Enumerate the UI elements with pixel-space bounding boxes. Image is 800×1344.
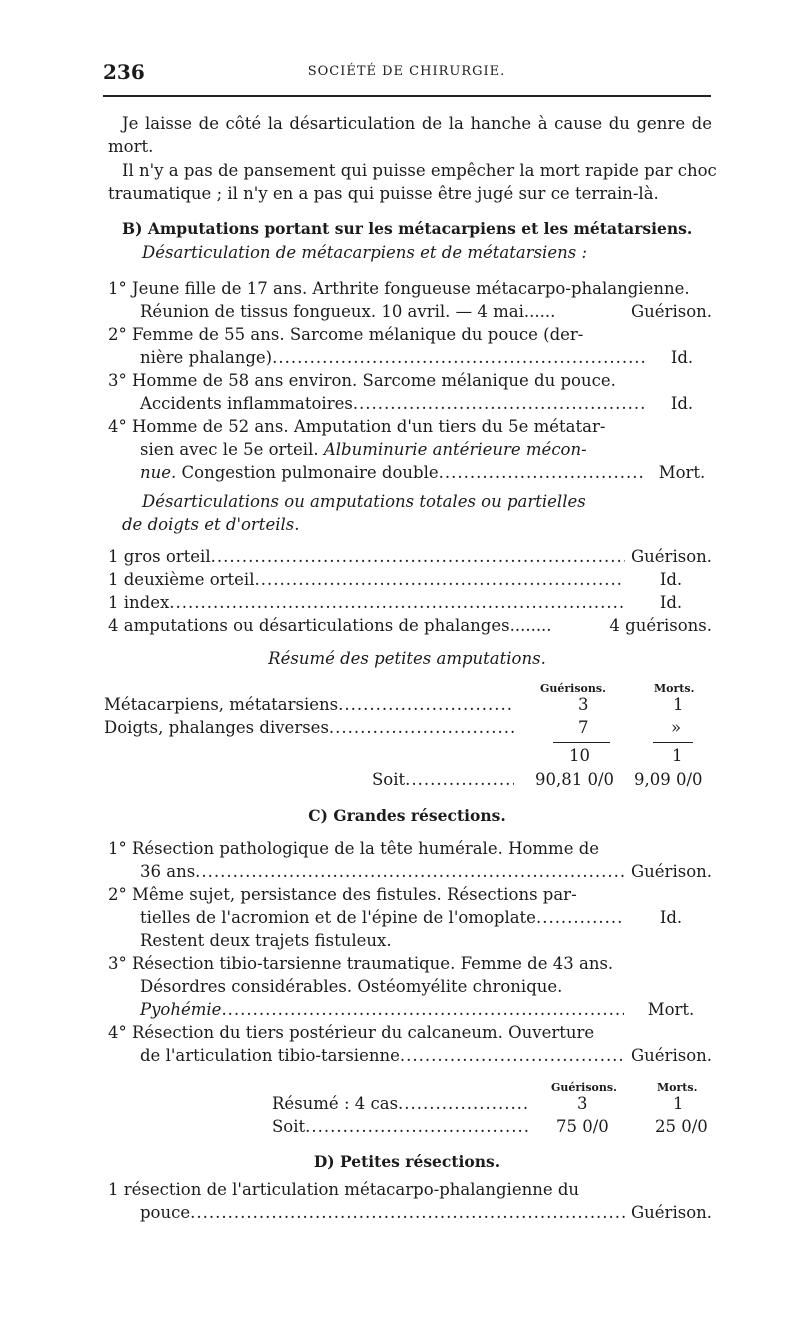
page-number: 236 — [103, 60, 145, 84]
resection-line: 3° Résection tibio-tarsienne traumatique. Femme de 43 ans. — [108, 954, 614, 973]
case-line: 2° Femme de 55 ans. Sarcome mélanique du pouce (der- — [108, 325, 584, 344]
digit-line: 1 gros orteil ..... Guérison. — [108, 546, 712, 568]
section-heading: B) Amputations portant sur les métacarpiens et les métatarsiens. — [122, 219, 693, 238]
resection-line: 1° Résection pathologique de la tête humérale. Homme de — [108, 839, 600, 858]
resection-line: 2° Même sujet, persistance des fistules. Résections par- — [108, 885, 577, 904]
col-header-deaths: Morts. — [654, 682, 695, 695]
case-line: Accidents inflammatoires ..... Id. — [140, 393, 712, 415]
resection-line: tielles de l'acromion et de l'épine de l'omoplate ..... Id. — [140, 907, 712, 929]
resection-line: Pyohémie ..... Mort. — [140, 999, 712, 1021]
table-row: Métacarpiens, métatarsiens ..... — [104, 694, 514, 716]
case-line: nière phalange) ..... Id. — [140, 347, 712, 369]
cell-healed: 3 — [578, 695, 589, 714]
digit-line: 1 deuxième orteil ..... Id. — [108, 569, 712, 591]
intro-line: mort. — [108, 137, 154, 156]
resection-line: de l'articulation tibio-tarsienne ..... Guérison. — [140, 1045, 712, 1067]
resection-line: Restent deux trajets fistuleux. — [140, 931, 392, 950]
resection-line: 1 résection de l'articulation métacarpo-phalangienne du — [108, 1180, 580, 1199]
section-subheading: Désarticulation de métacarpiens et de métatarsiens : — [142, 243, 588, 262]
total-deaths: 1 — [672, 746, 683, 765]
running-title: SOCIÉTÉ DE CHIRURGIE. — [307, 64, 506, 79]
case-line: nue. Congestion pulmonaire double ..... Mort. — [140, 462, 712, 484]
col-header-healed: Guérisons. — [551, 1081, 617, 1094]
resection-line: Désordres considérables. Ostéomyélite chronique. — [140, 977, 563, 996]
case-line: Réunion de tissus fongueux. 10 avril. — 4 mai...... Guérison. — [140, 302, 712, 321]
section-heading: D) Petites résections. — [313, 1152, 501, 1171]
section-heading: C) Grandes résections. — [308, 806, 506, 825]
soit-healed: 90,81 0/0 — [535, 770, 615, 789]
table-row: Résumé : 4 cas ..... — [272, 1093, 528, 1115]
soit-row: Soit ..... — [372, 769, 514, 791]
resection-line: 36 ans ..... Guérison. — [140, 861, 712, 883]
soit-row: Soit ..... — [272, 1116, 528, 1138]
cell-deaths: » — [671, 718, 682, 737]
section-subheading: Désarticulations ou amputations totales ou partielles — [142, 492, 586, 511]
resection-line: pouce ..... Guérison. — [140, 1202, 712, 1224]
section-subheading: de doigts et d'orteils. — [122, 515, 300, 534]
digit-line: 1 index ..... Id. — [108, 592, 712, 614]
case-line: 4° Homme de 52 ans. Amputation d'un tiers du 5e métatar- — [108, 417, 606, 436]
case-line: 3° Homme de 58 ans environ. Sarcome mélanique du pouce. — [108, 371, 616, 390]
table-row: Doigts, phalanges diverses ..... — [104, 717, 514, 739]
soit-deaths: 25 0/0 — [655, 1117, 708, 1136]
summary-title: Résumé des petites amputations. — [268, 649, 546, 668]
cell-deaths: 1 — [673, 695, 684, 714]
resection-line: 4° Résection du tiers postérieur du calcaneum. Ouverture — [108, 1023, 595, 1042]
soit-deaths: 9,09 0/0 — [634, 770, 703, 789]
intro-line: Je laisse de côté la désarticulation de la hanche à cause du genre de — [122, 114, 712, 133]
soit-healed: 75 0/0 — [556, 1117, 609, 1136]
col-header-deaths: Morts. — [657, 1081, 698, 1094]
col-header-healed: Guérisons. — [540, 682, 606, 695]
intro-line: Il n'y a pas de pansement qui puisse empêcher la mort rapide par choc — [122, 161, 717, 180]
total-healed: 10 — [569, 746, 590, 765]
cell-deaths: 1 — [673, 1094, 684, 1113]
digit-line: 4 amputations ou désarticulations de phalanges........ 4 guérisons. — [108, 616, 712, 635]
intro-line: traumatique ; il n'y en a pas qui puisse être jugé sur ce terrain-là. — [108, 184, 659, 203]
cell-healed: 7 — [578, 718, 589, 737]
cell-healed: 3 — [577, 1094, 588, 1113]
case-line: 1° Jeune fille de 17 ans. Arthrite fongueuse métacarpo-phalangienne. — [108, 279, 690, 298]
case-line: sien avec le 5e orteil. Albuminurie antérieure mécon- — [140, 440, 587, 459]
